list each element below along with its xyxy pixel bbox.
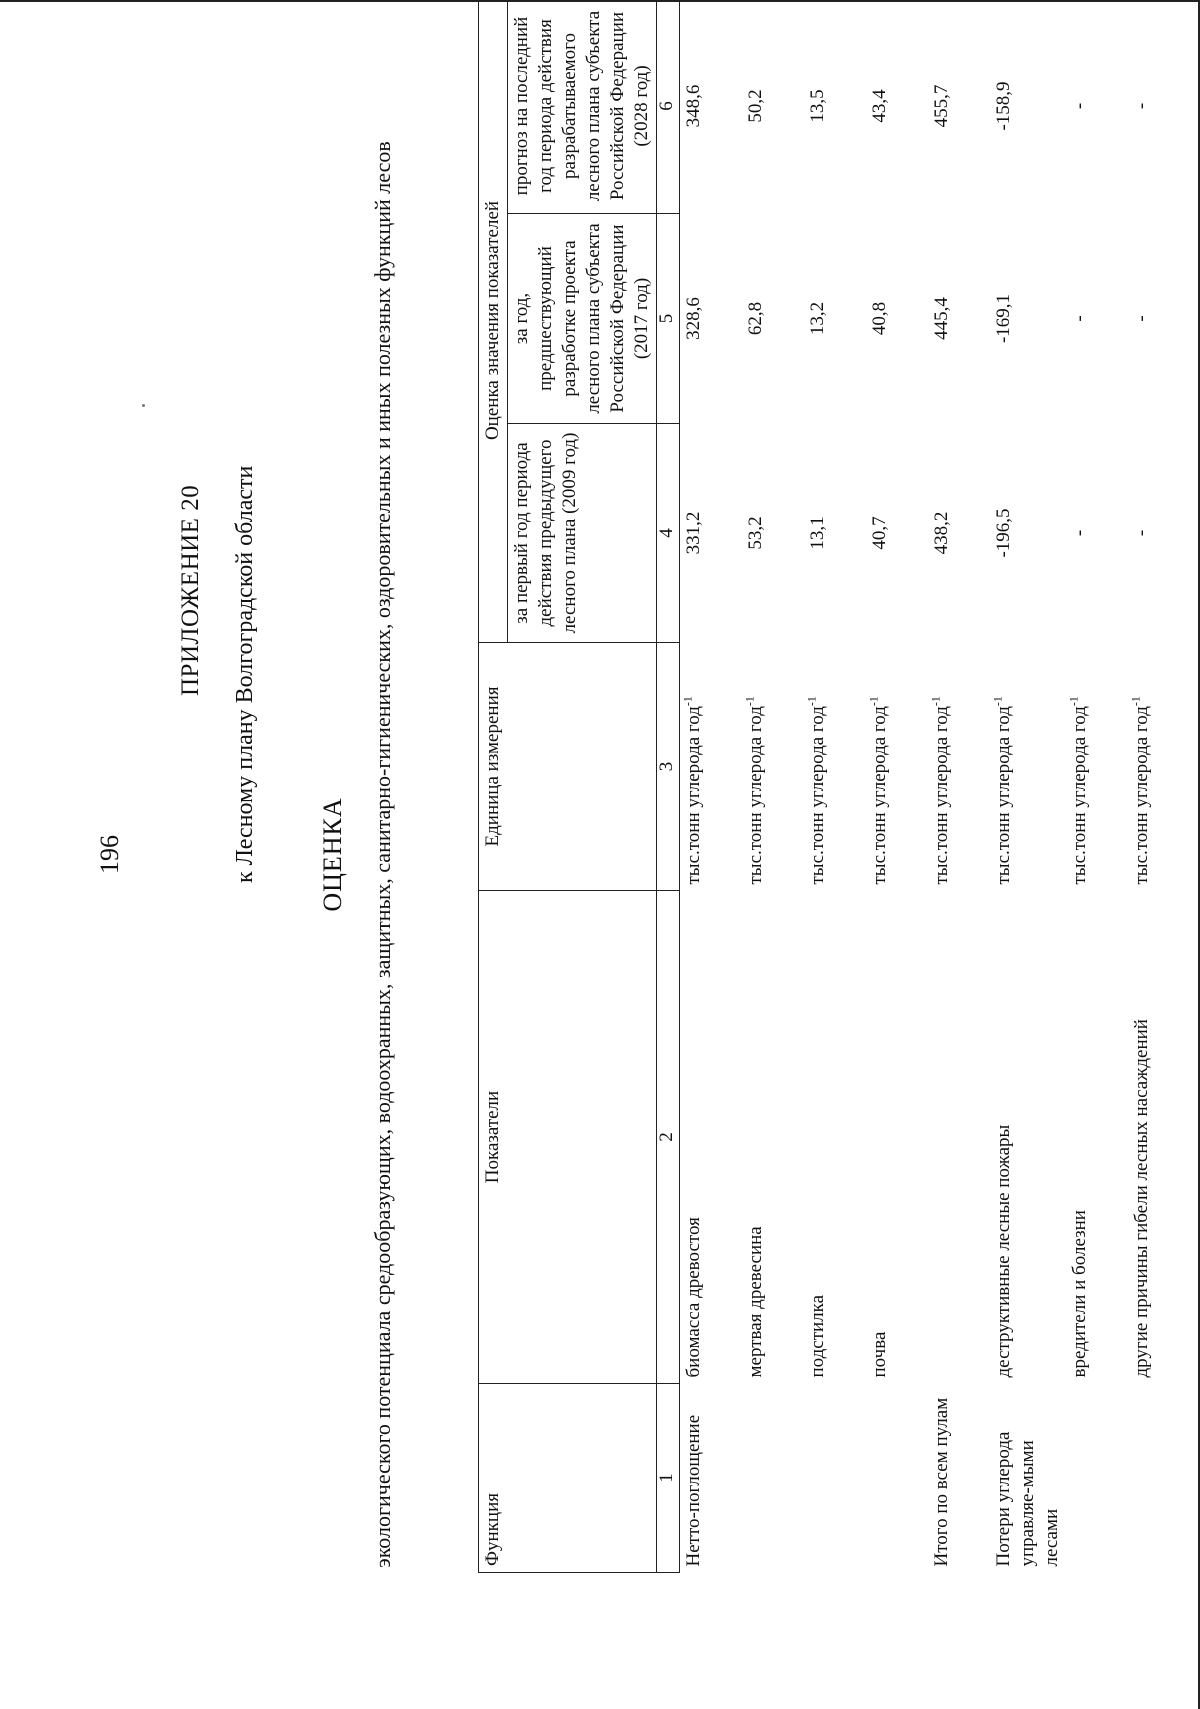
- cell-unit: тыс.тонн углерода год$^{-1}$: [928, 696, 952, 885]
- cell-value-2009: 331,2: [683, 511, 704, 555]
- cell-value-2028: 348,6: [683, 84, 704, 128]
- header-col-2028: прогноз на последний год периода действия разрабатываемого лесного плана субъекта Российской Федерации (2028 год): [508, 0, 657, 214]
- table-row: [742, 0, 804, 1573]
- cell-value-2017: 40,8: [869, 301, 890, 336]
- table-row: [1066, 0, 1128, 1573]
- cell-value-2017: 62,8: [745, 301, 766, 336]
- cell-value-2017: -: [1131, 315, 1152, 322]
- cell-value-2028: 455,7: [931, 84, 952, 128]
- cell-unit: тыс.тонн углерода год$^{-1}$: [804, 696, 828, 885]
- column-number-row: [657, 0, 680, 1573]
- column-number: 4: [657, 424, 680, 643]
- cell-value-2017: 13,2: [807, 301, 828, 336]
- column-number: 5: [657, 214, 680, 424]
- cell-indicator: подстилка: [807, 1294, 828, 1378]
- header-col-2017: за год, предшествующий разработке проекта лесного плана субъекта Российской Федерации (2017 год): [508, 214, 657, 424]
- cell-value-2017: 328,6: [683, 297, 704, 340]
- cell-value-2009: -: [1131, 529, 1152, 537]
- cell-value-2009: 40,7: [869, 516, 890, 550]
- header-col-2009: за первый год периода действия предыдущего лесного плана (2009 год): [508, 424, 657, 643]
- cell-indicator: почва: [869, 1331, 890, 1378]
- cell-function: [1128, 1384, 1190, 1573]
- table-row: [928, 0, 990, 1573]
- cell-value-2009: 13,1: [807, 516, 828, 550]
- cell-function: [804, 1384, 866, 1573]
- table-row: [804, 0, 866, 1573]
- column-number: 1: [657, 1384, 680, 1573]
- cell-unit: тыс.тонн углерода год$^{-1}$: [866, 696, 890, 885]
- header-assessment-group: Оценка значения показателей: [479, 0, 508, 643]
- cell-value-2017: -169,1: [993, 293, 1014, 344]
- table-row: [866, 0, 928, 1573]
- cell-value-2028: 50,2: [745, 89, 766, 123]
- table-row: [1128, 0, 1190, 1573]
- cell-unit: тыс.тонн углерода год$^{-1}$: [990, 696, 1014, 885]
- header-unit: Единица измерения: [479, 643, 657, 891]
- cell-value-2028: 43,4: [869, 89, 890, 123]
- cell-unit: тыс.тонн углерода год$^{-1}$: [1128, 696, 1152, 885]
- table-body: [680, 0, 1191, 1573]
- header-function: Функция: [479, 1384, 657, 1573]
- cell-function: Потери углерода управляе-мыми лесами: [993, 1431, 1062, 1567]
- column-number: 2: [657, 891, 680, 1384]
- column-number: 3: [657, 643, 680, 891]
- document-title: ОЦЕНКА: [318, 797, 347, 912]
- appendix-title: ПРИЛОЖЕНИЕ 20: [177, 484, 204, 696]
- table-header: [479, 0, 680, 1573]
- document-subtitle: экологического потенциала средообразующих, водоохранных, защитных, санитарно-гигиенических, оздоровительных и иных полезных функций лесов: [370, 141, 395, 1568]
- cell-unit: тыс.тонн углерода год$^{-1}$: [680, 696, 704, 885]
- cell-value-2017: 445,4: [931, 297, 952, 340]
- cell-indicator: другие причины гибели лесных насаждений: [1131, 1019, 1152, 1378]
- cell-indicator: деструктивные лесные пожары: [993, 1124, 1014, 1378]
- cell-value-2028: -: [1131, 102, 1152, 110]
- cell-value-2028: 13,5: [807, 89, 828, 123]
- cell-unit: тыс.тонн углерода год$^{-1}$: [742, 696, 766, 885]
- cell-indicator: вредители и болезни: [1069, 1210, 1090, 1378]
- header-indicators: Показатели: [479, 891, 657, 1384]
- table-row: [990, 0, 1066, 1573]
- cell-value-2009: -196,5: [993, 508, 1014, 558]
- column-number: 6: [657, 0, 680, 214]
- table-row: [680, 0, 743, 1573]
- cell-unit: тыс.тонн углерода год$^{-1}$: [1066, 696, 1090, 885]
- cell-function: Итого по всем пулам: [931, 1397, 952, 1567]
- cell-function: [1066, 1384, 1128, 1573]
- cell-value-2028: -158,9: [993, 81, 1014, 131]
- page-number: 196: [95, 835, 124, 874]
- appendix-subtitle: к Лесному плану Волгоградской области: [232, 465, 258, 883]
- cell-function: [742, 1384, 804, 1573]
- cell-value-2009: -: [1069, 529, 1090, 537]
- cell-value-2017: -: [1069, 315, 1090, 322]
- cell-indicator: [928, 891, 990, 1384]
- cell-indicator: биомасса древостоя: [683, 1217, 704, 1378]
- cell-function: Нетто-поглощение: [683, 1414, 704, 1567]
- cell-function: [866, 1384, 928, 1573]
- cell-value-2028: -: [1069, 102, 1090, 110]
- cell-indicator: мертвая древесина: [745, 1226, 766, 1378]
- cell-value-2009: 53,2: [745, 516, 766, 550]
- assessment-table: [478, 0, 1190, 1573]
- cell-value-2009: 438,2: [931, 511, 952, 555]
